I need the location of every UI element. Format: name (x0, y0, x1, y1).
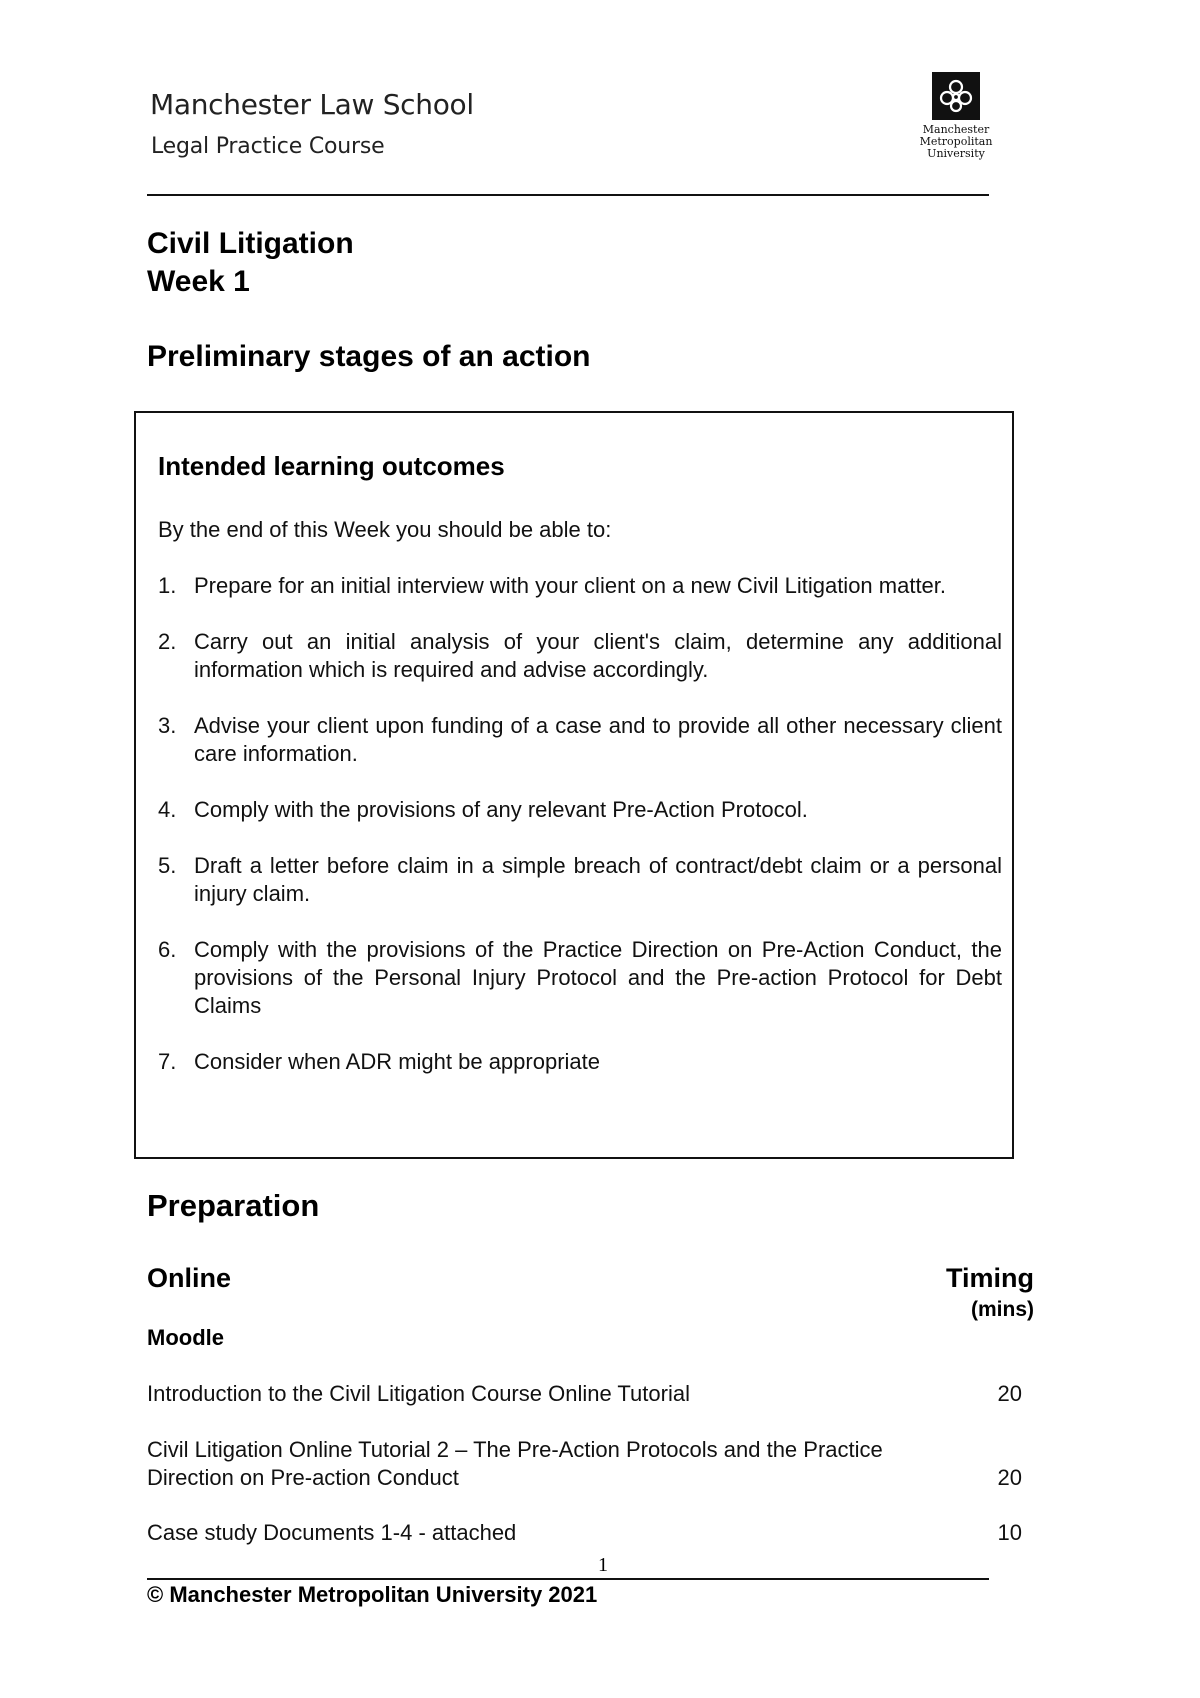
row-timing: 20 (997, 1381, 1022, 1406)
list-item (158, 1048, 1002, 1076)
learning-outcomes-intro: By the end of this Week you should be able to: (158, 517, 612, 542)
list-number: 6. (158, 937, 177, 962)
row-timing: 10 (997, 1520, 1022, 1545)
rose-emblem-icon (932, 72, 980, 120)
list-text: Advise your client upon funding of a case and to provide all other necessary client care information. (194, 713, 1002, 766)
timing-heading: Timing (945, 1263, 1034, 1293)
university-logo (918, 72, 994, 160)
moodle-heading: Moodle (147, 1325, 224, 1350)
course-name: Legal Practice Course (151, 134, 385, 159)
header-divider (147, 194, 989, 196)
list-number: 3. (158, 713, 177, 738)
list-item (158, 852, 1002, 908)
list-number: 5. (158, 853, 177, 878)
preparation-heading: Preparation (147, 1188, 320, 1223)
online-heading: Online (147, 1263, 232, 1293)
list-text: Draft a letter before claim in a simple breach of contract/debt claim or a personal injury claim. (194, 853, 1002, 906)
table-row (147, 1436, 1022, 1492)
list-text: Comply with the provisions of the Practice Direction on Pre-Action Conduct, the provisions of the Personal Injury Protocol and the Pre-action Protocol for Debt Claims (194, 937, 1002, 1018)
logo-line-2: Metropolitan (919, 135, 993, 148)
footer-divider (147, 1578, 989, 1580)
learning-outcomes-list (158, 572, 1002, 1104)
list-text: Prepare for an initial interview with your client on a new Civil Litigation matter. (194, 573, 947, 598)
list-number: 7. (158, 1049, 177, 1074)
row-label: Introduction to the Civil Litigation Course Online Tutorial (147, 1381, 690, 1406)
timing-unit: (mins) (971, 1298, 1034, 1321)
list-item (158, 796, 1002, 824)
page-number: 1 (598, 1554, 608, 1576)
list-item (158, 628, 1002, 684)
list-text: Comply with the provisions of any relevant Pre-Action Protocol. (194, 797, 808, 822)
table-row (147, 1519, 1022, 1547)
logo-line-1: Manchester (922, 123, 990, 136)
list-number: 2. (158, 629, 177, 654)
list-item (158, 936, 1002, 1020)
list-item (158, 572, 1002, 600)
learning-outcomes-heading: Intended learning outcomes (158, 451, 505, 481)
row-label: Civil Litigation Online Tutorial 2 – The Pre-Action Protocols and the Practice Direction on Pre-action Conduct (147, 1437, 883, 1490)
school-name: Manchester Law School (150, 88, 474, 121)
module-title: Civil Litigation (147, 227, 354, 260)
logo-line-3: University (927, 147, 985, 160)
copyright-notice: © Manchester Metropolitan University 2021 (147, 1582, 598, 1607)
topic-title: Preliminary stages of an action (147, 340, 591, 373)
list-item (158, 712, 1002, 768)
row-label: Case study Documents 1-4 - attached (147, 1520, 517, 1545)
table-row (147, 1380, 1022, 1408)
list-number: 1. (158, 573, 177, 598)
row-timing: 20 (997, 1465, 1022, 1490)
list-text: Consider when ADR might be appropriate (194, 1049, 601, 1074)
week-title: Week 1 (147, 265, 250, 298)
list-number: 4. (158, 797, 177, 822)
list-text: Carry out an initial analysis of your client's claim, determine any additional information which is required and advise accordingly. (194, 629, 1002, 682)
